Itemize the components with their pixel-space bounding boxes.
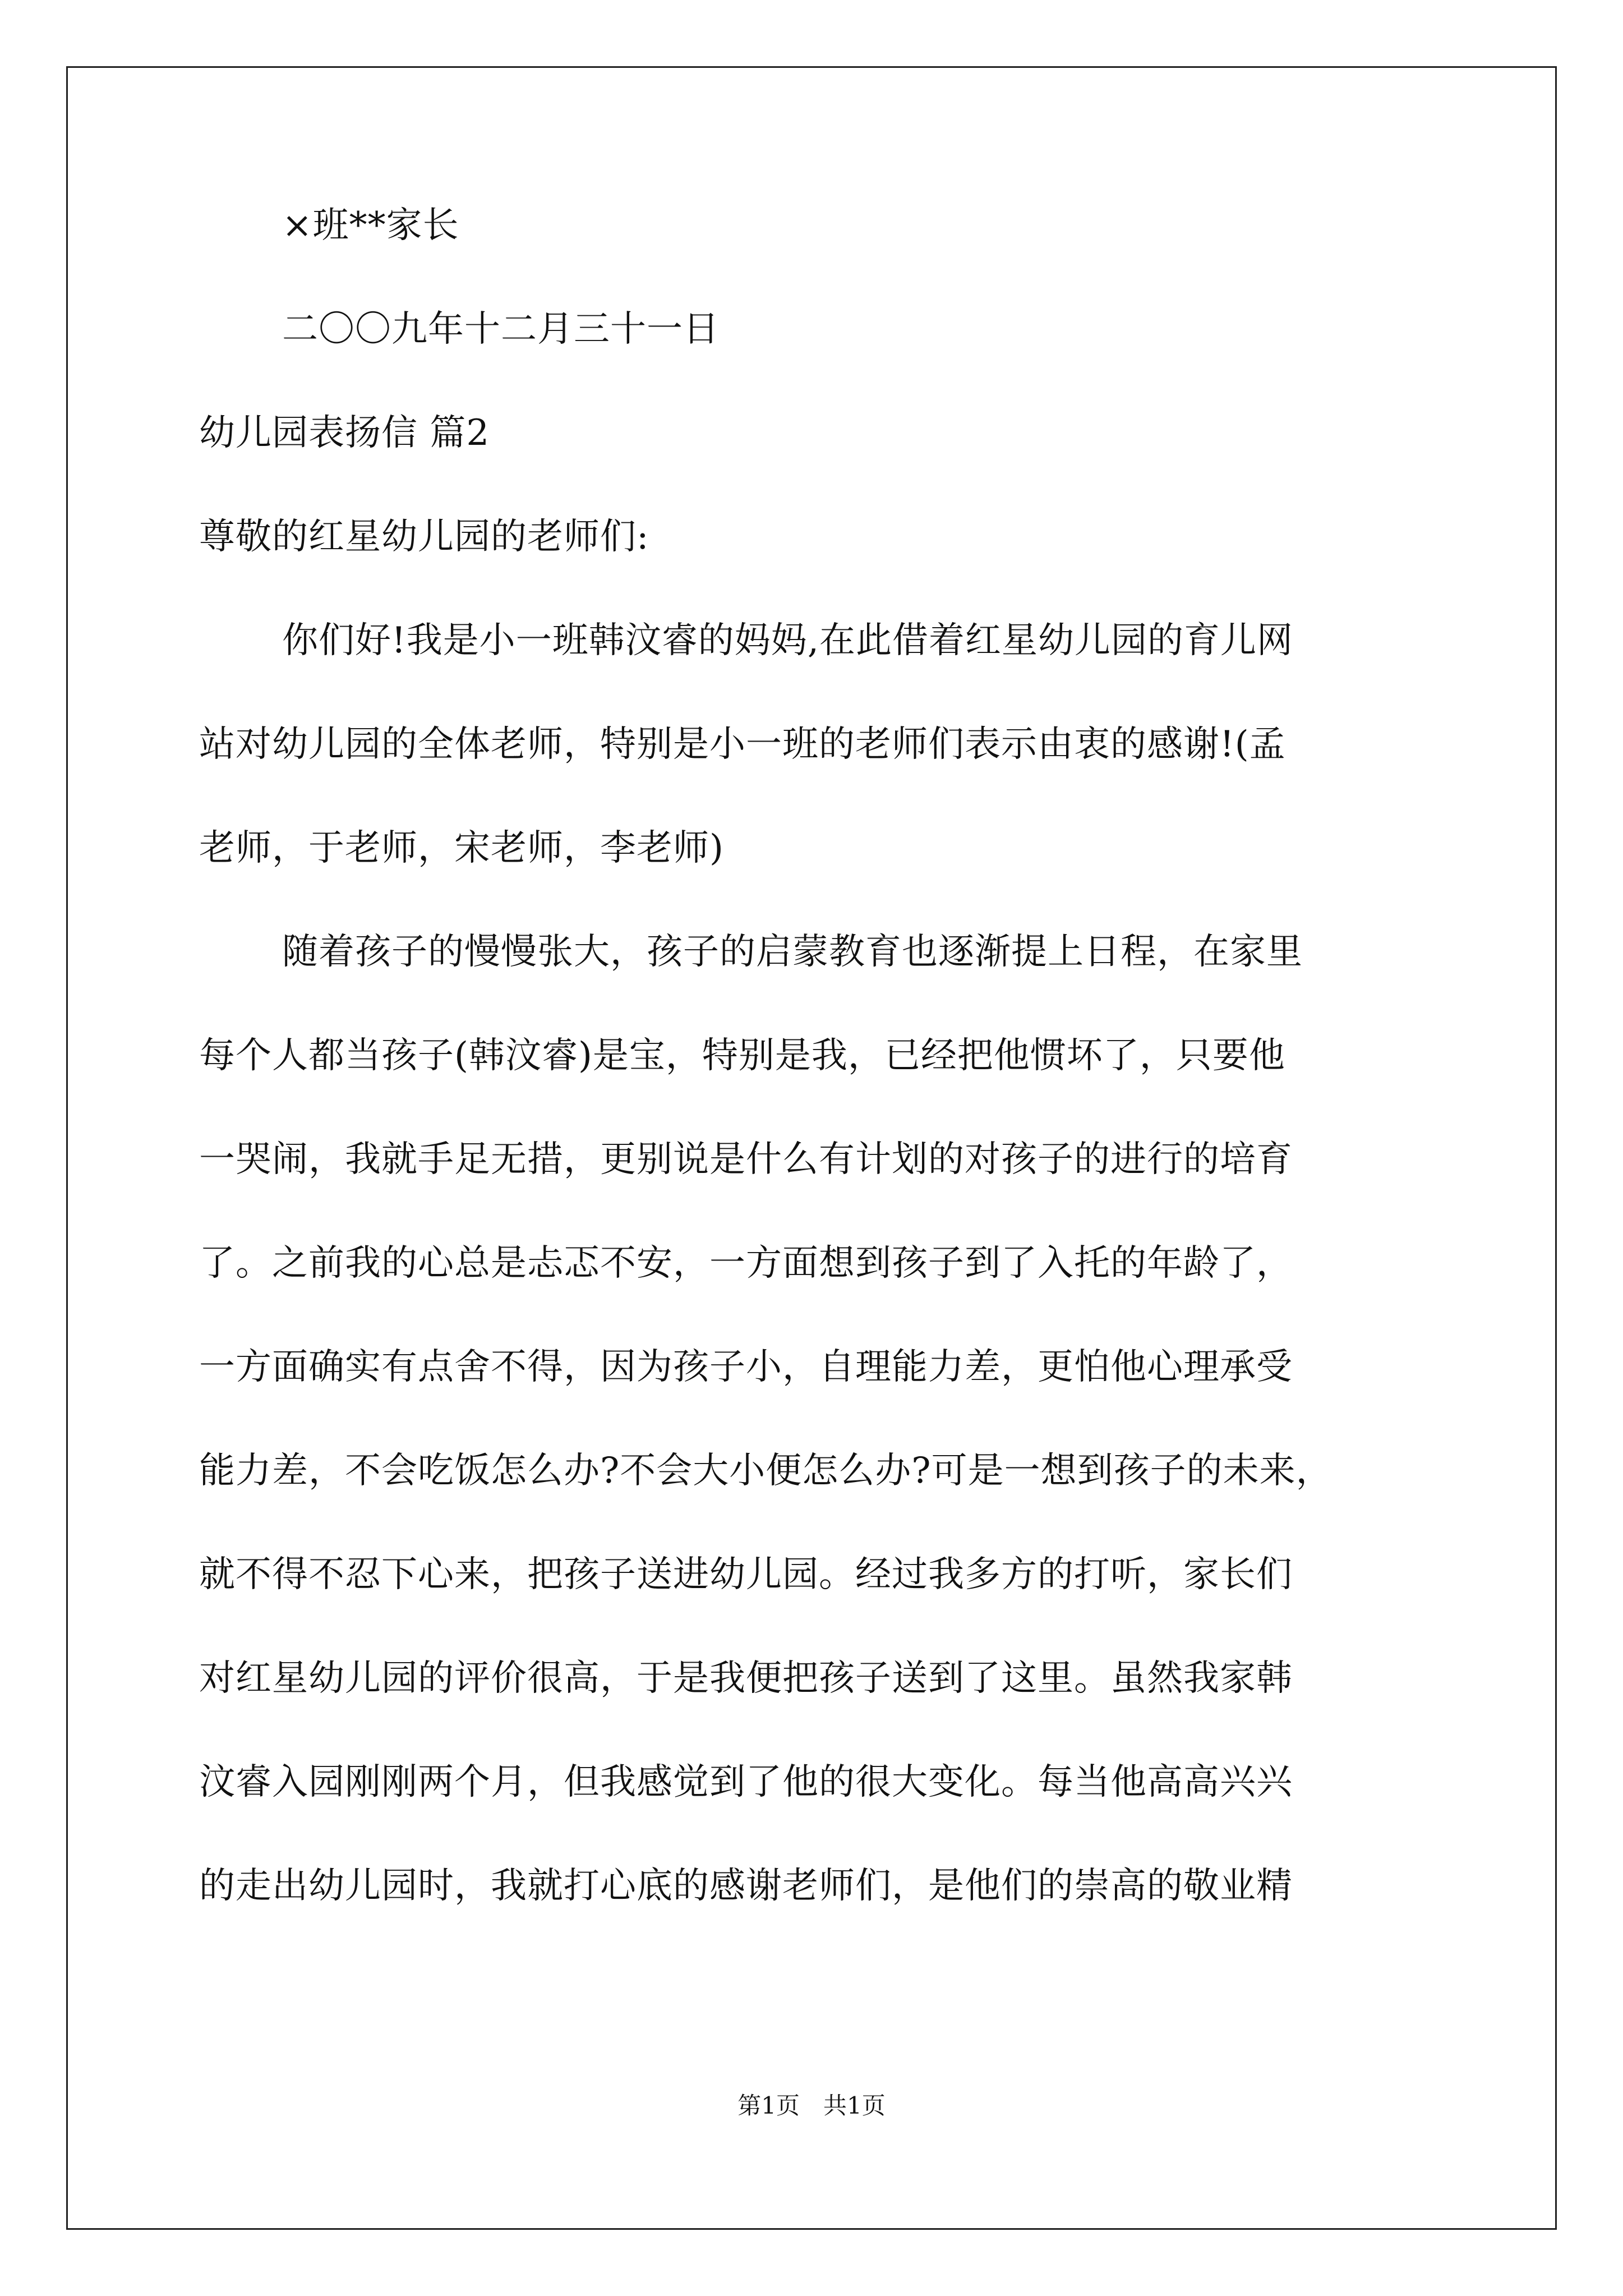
date-line: 二〇〇九年十二月三十一日: [282, 309, 720, 350]
paragraph-line: 能力差，不会吃饭怎么办?不会大小便怎么办?可是一想到孩子的未来，: [199, 1450, 1332, 1492]
salutation: 尊敬的红星幼儿园的老师们:: [199, 516, 649, 558]
paragraph-line: 了。之前我的心总是忐忑不安，一方面想到孩子到了入托的年龄了，: [199, 1243, 1293, 1284]
page-footer: 第1页 共1页: [737, 2092, 886, 2119]
letter-body: [199, 205, 1455, 1972]
paragraph-line: 一方面确实有点舍不得，因为孩子小，自理能力差，更怕他心理承受: [199, 1346, 1293, 1388]
paragraph-line: 你们好!我是小一班韩汶睿的妈妈,在此借着红星幼儿园的育儿网: [282, 620, 1294, 661]
paragraph-line: 对红星幼儿园的评价很高，于是我便把孩子送到了这里。虽然我家韩: [199, 1658, 1293, 1699]
signature-line: ×班**家长: [282, 205, 459, 246]
section-title: 幼儿园表扬信 篇2: [199, 412, 490, 454]
paragraph-line: 一哭闹，我就手足无措，更别说是什么有计划的对孩子的进行的培育: [199, 1139, 1293, 1180]
paragraph-line: 每个人都当孩子(韩汶睿)是宝，特别是我，已经把他惯坏了，只要他: [199, 1035, 1285, 1076]
paragraph-line: 老师，于老师，宋老师，李老师): [199, 827, 724, 869]
paragraph-line: 随着孩子的慢慢张大，孩子的启蒙教育也逐渐提上日程，在家里: [282, 931, 1303, 973]
paragraph-line: 站对幼儿园的全体老师，特别是小一班的老师们表示由衷的感谢!(孟: [199, 724, 1286, 765]
paragraph-line: 的走出幼儿园时，我就打心底的感谢老师们，是他们的崇高的敬业精: [199, 1865, 1293, 1907]
paragraph-line: 汶睿入园刚刚两个月，但我感觉到了他的很大变化。每当他高高兴兴: [199, 1761, 1293, 1803]
paragraph-line: 就不得不忍下心来，把孩子送进幼儿园。经过我多方的打听，家长们: [199, 1554, 1293, 1595]
